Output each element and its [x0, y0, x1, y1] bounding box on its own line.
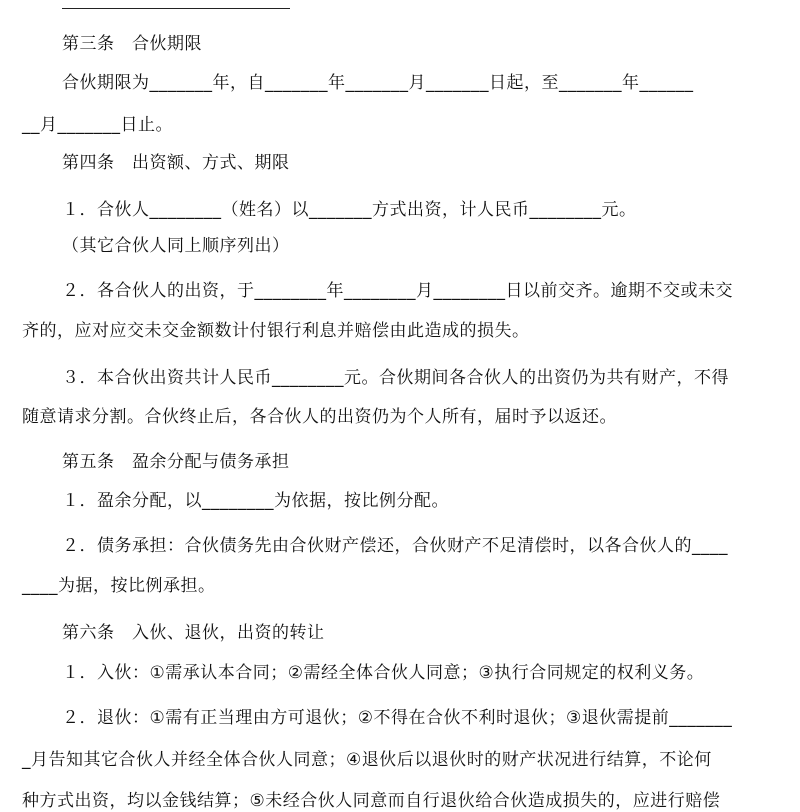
paragraph-line-clipped: 种方式出资，均以金钱结算；⑤未经合伙人同意而自行退伙给合伙造成损失的，应进行赔偿	[22, 791, 721, 811]
paragraph-line: ２．退伙：①需有正当理由方可退伙；②不得在合伙不利时退伙；③退伙需提前_______	[62, 708, 733, 728]
paragraph-line: ２．债务承担：合伙债务先由合伙财产偿还，合伙财产不足清偿时，以各合伙人的____	[62, 536, 728, 556]
paragraph-line: __月_______日止。	[22, 115, 173, 135]
paragraph-line: ３．本合伙出资共计人民币________元。合伙期间各合伙人的出资仍为共有财产，不得	[62, 368, 729, 388]
article-6-heading: 第六条 入伙、退伙，出资的转让	[62, 623, 325, 643]
paragraph-line: 随意请求分割。合伙终止后，各合伙人的出资仍为个人所有，届时予以返还。	[22, 407, 617, 427]
paragraph-line: １．合伙人________（姓名）以_______方式出资，计人民币________元。	[62, 200, 637, 220]
paragraph-line: 齐的，应对应交未交金额数计付银行利息并赔偿由此造成的损失。	[22, 321, 530, 341]
article-3-heading: 第三条 合伙期限	[62, 34, 202, 54]
blank-underline	[62, 8, 290, 9]
paragraph-line: （其它合伙人同上顺序列出）	[62, 236, 290, 256]
paragraph-line: ____为据，按比例承担。	[22, 576, 216, 596]
paragraph-line: _月告知其它合伙人并经全体合伙人同意；④退伙后以退伙时的财产状况进行结算，不论何	[22, 750, 712, 770]
paragraph-line: ２．各合伙人的出资，于________年________月________日以前交齐。逾期不交或未交	[62, 281, 733, 301]
paragraph-line: １．盈余分配，以________为依据，按比例分配。	[62, 491, 449, 511]
article-5-heading: 第五条 盈余分配与债务承担	[62, 452, 290, 472]
paragraph-line: １．入伙：①需承认本合同；②需经全体合伙人同意；③执行合同规定的权利义务。	[62, 663, 705, 683]
paragraph-line: 合伙期限为_______年，自_______年_______月_______日起，至_______年______	[62, 73, 694, 93]
article-4-heading: 第四条 出资额、方式、期限	[62, 153, 290, 173]
